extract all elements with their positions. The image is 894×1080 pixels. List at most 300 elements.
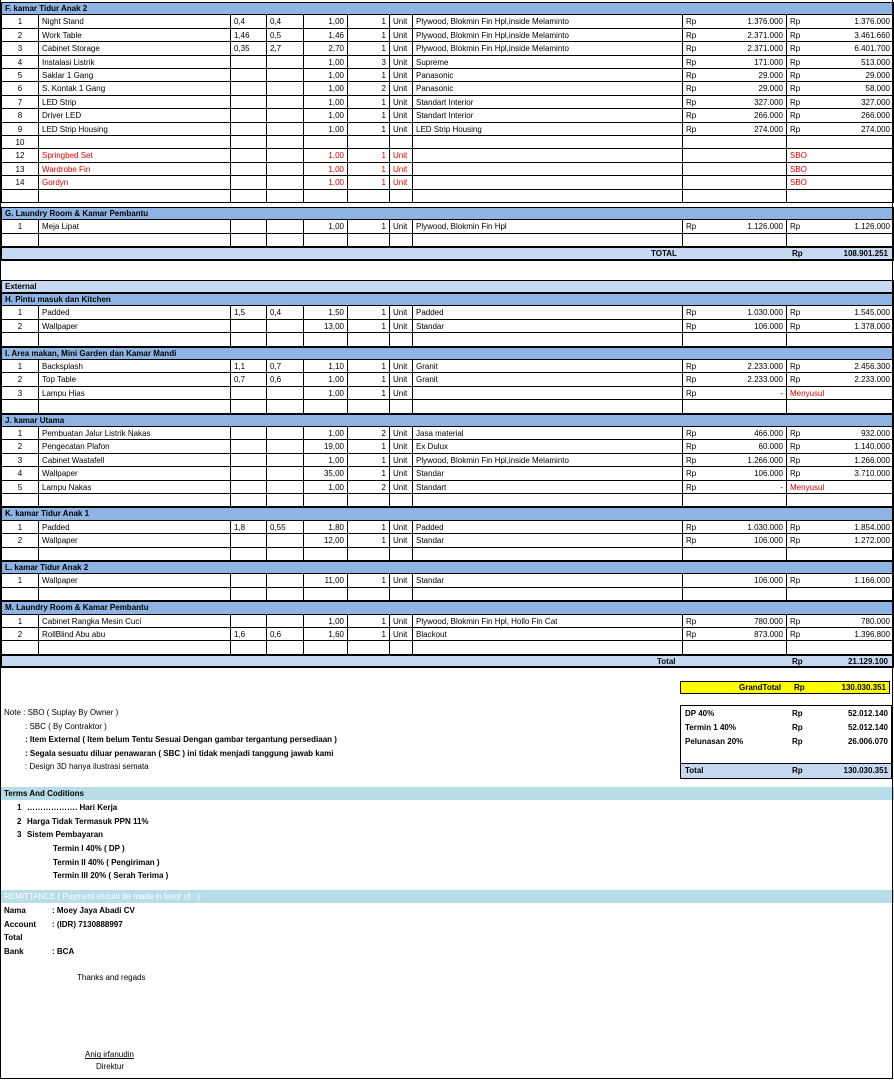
cell-qty: 1 — [348, 387, 390, 400]
cell-item: Wardrobe Fin — [39, 163, 231, 176]
cell-unit — [390, 494, 413, 507]
cell-material: Panasonic — [413, 69, 683, 82]
cell-total — [807, 176, 894, 189]
cell-item: Wallpaper — [39, 320, 231, 333]
cell-rp2: Rp — [787, 574, 807, 587]
table-row — [0, 427, 894, 440]
cell-item: Wallpaper — [39, 467, 231, 480]
grand-total-box — [680, 681, 890, 694]
cell-p — [231, 333, 267, 346]
table-row — [0, 373, 894, 386]
term-text: Harga Tidak Termasuk PPN 11% — [27, 816, 149, 826]
cell-item: Cabinet Wastafell — [39, 454, 231, 467]
cell-item — [39, 400, 231, 413]
cell-vol: 1,00 — [304, 15, 348, 28]
term-number: 3 — [17, 830, 22, 840]
cell-item: Cabinet Storage — [39, 42, 231, 55]
cell-no: 5 — [1, 481, 39, 494]
cell-price — [703, 136, 787, 149]
cell-rp2: Rp — [787, 15, 807, 28]
cell-item — [39, 548, 231, 561]
cell-rp2: Rp — [787, 56, 807, 69]
cell-rp1: Rp — [683, 534, 703, 547]
total-bar — [1, 655, 894, 668]
cell-rp1: Rp — [683, 440, 703, 453]
cell-price: 29.000 — [703, 69, 787, 82]
cell-no: 1 — [1, 574, 39, 587]
cell-total: 327.000 — [807, 96, 894, 109]
cell-p — [231, 136, 267, 149]
cell-rp1: Rp — [683, 220, 703, 233]
cell-p — [231, 387, 267, 400]
cell-item — [39, 588, 231, 601]
cell-no: 1 — [1, 15, 39, 28]
remit-value: : (IDR) 7130888997 — [52, 919, 123, 929]
cell-price: 466.000 — [703, 427, 787, 440]
cell-qty: 1 — [348, 615, 390, 628]
cell-l — [267, 400, 304, 413]
cell-material — [413, 400, 683, 413]
payment-label: Pelunasan 20% — [685, 737, 744, 747]
cell-price: 873.000 — [703, 628, 787, 641]
signer-name: Aniq irfanudin — [85, 1050, 134, 1060]
cell-l — [267, 82, 304, 95]
cell-unit: Unit — [390, 96, 413, 109]
cell-l — [267, 96, 304, 109]
cell-l — [267, 574, 304, 587]
note-line: : Design 3D hanya ilustrasi semata — [25, 762, 149, 772]
cell-l — [267, 149, 304, 162]
cell-unit: Unit — [390, 440, 413, 453]
cell-rp1 — [683, 574, 703, 587]
cell-unit: Unit — [390, 387, 413, 400]
cell-p — [231, 109, 267, 122]
cell-l: 0,4 — [267, 15, 304, 28]
cell-material: Plywood, Blokmin Fin Hpl,inside Melaminto — [413, 454, 683, 467]
cell-p: 1,46 — [231, 29, 267, 42]
cell-item: Cabinet Rangka Mesin Cuci — [39, 615, 231, 628]
table-row — [0, 588, 894, 601]
cell-qty: 1 — [348, 454, 390, 467]
cell-total — [807, 588, 894, 601]
table-row — [0, 454, 894, 467]
grand-rp: Rp — [794, 683, 805, 693]
cell-vol: 1,00 — [304, 481, 348, 494]
term-number: 1 — [17, 803, 22, 813]
cell-material — [413, 588, 683, 601]
cell-price — [703, 494, 787, 507]
cell-item: Gordyn — [39, 176, 231, 189]
cell-price: 2.233.000 — [703, 360, 787, 373]
cell-material: Standart Interior — [413, 109, 683, 122]
cell-total: 1.854.000 — [807, 521, 894, 534]
cell-qty — [348, 234, 390, 247]
cell-no — [1, 588, 39, 601]
cell-vol: 1,46 — [304, 29, 348, 42]
cell-item: Work Table — [39, 29, 231, 42]
cell-unit: Unit — [390, 320, 413, 333]
section-header: H. Pintu masuk dan Kitchen — [1, 293, 894, 306]
cell-qty: 1 — [348, 521, 390, 534]
total-label: Total — [657, 656, 676, 666]
cell-total — [807, 149, 894, 162]
cell-item: Pengecatan Plafon — [39, 440, 231, 453]
cell-p: 0,4 — [231, 15, 267, 28]
cell-vol: 1,00 — [304, 56, 348, 69]
cell-total: 1.126.000 — [807, 220, 894, 233]
table-row — [0, 123, 894, 136]
section-header: M. Laundry Room & Kamar Pembantu — [1, 601, 894, 614]
cell-l — [267, 176, 304, 189]
cell-total: 6.401.700 — [807, 42, 894, 55]
cell-price: 1.376.000 — [703, 15, 787, 28]
cell-rp1: Rp — [683, 481, 703, 494]
cell-item: Top Table — [39, 373, 231, 386]
cell-total: 780.000 — [807, 615, 894, 628]
cell-rp2: Rp — [787, 123, 807, 136]
cell-item: Pembuatan Jalur Listrik Nakas — [39, 427, 231, 440]
cell-vol: 1,00 — [304, 69, 348, 82]
cell-price: 106.000 — [703, 467, 787, 480]
cell-qty — [348, 400, 390, 413]
cell-rp1 — [683, 641, 703, 654]
section-header: F. kamar Tidur Anak 2 — [1, 2, 894, 15]
cell-total — [807, 234, 894, 247]
cell-l — [267, 387, 304, 400]
table-row — [0, 360, 894, 373]
cell-l: 2,7 — [267, 42, 304, 55]
cell-qty: 1 — [348, 29, 390, 42]
cell-l: 0,6 — [267, 373, 304, 386]
cell-p: 0,7 — [231, 373, 267, 386]
cell-no: 1 — [1, 521, 39, 534]
cell-qty: 2 — [348, 481, 390, 494]
cell-unit: Unit — [390, 15, 413, 28]
cell-qty: 1 — [348, 96, 390, 109]
cell-rp1: Rp — [683, 320, 703, 333]
cell-qty: 1 — [348, 440, 390, 453]
section-header: I. Area makan, Mini Garden dan Kamar Mandi — [1, 347, 894, 360]
cell-total — [807, 333, 894, 346]
cell-unit — [390, 333, 413, 346]
table-row — [0, 481, 894, 494]
cell-l — [267, 467, 304, 480]
cell-vol: 1,00 — [304, 387, 348, 400]
cell-p — [231, 220, 267, 233]
cell-item — [39, 494, 231, 507]
cell-rp2 — [787, 494, 807, 507]
cell-vol: 1,00 — [304, 220, 348, 233]
cell-qty: 1 — [348, 467, 390, 480]
cell-rp2 — [787, 641, 807, 654]
table-row — [0, 574, 894, 587]
cell-material — [413, 176, 683, 189]
cell-qty: 1 — [348, 306, 390, 319]
cell-rp2: Menyusul — [787, 387, 807, 400]
cell-total — [807, 190, 894, 203]
cell-price — [703, 400, 787, 413]
cell-item: Lampu Hias — [39, 387, 231, 400]
term-text: Termin I 40% ( DP ) — [53, 844, 125, 853]
cell-l — [267, 109, 304, 122]
cell-p — [231, 123, 267, 136]
cell-rp1: Rp — [683, 427, 703, 440]
cell-l — [267, 427, 304, 440]
cell-p — [231, 427, 267, 440]
cell-item: Lampu Nakas — [39, 481, 231, 494]
cell-rp2: Rp — [787, 96, 807, 109]
cell-no: 2 — [1, 628, 39, 641]
payment-box — [680, 705, 892, 779]
cell-no: 1 — [1, 360, 39, 373]
cell-p — [231, 641, 267, 654]
cell-rp2: Rp — [787, 42, 807, 55]
cell-l — [267, 320, 304, 333]
cell-qty: 2 — [348, 82, 390, 95]
cell-qty: 1 — [348, 320, 390, 333]
remit-value: : BCA — [52, 947, 75, 956]
cell-rp2 — [787, 136, 807, 149]
cell-unit: Unit — [390, 467, 413, 480]
cell-no — [1, 494, 39, 507]
cell-price: 2.233.000 — [703, 373, 787, 386]
cell-item: S. Kontak 1 Gang — [39, 82, 231, 95]
payment-value: 26.006.070 — [847, 737, 888, 747]
cell-p: 1,6 — [231, 628, 267, 641]
cell-price: 171.000 — [703, 56, 787, 69]
cell-vol: 1,50 — [304, 306, 348, 319]
external-label: External — [1, 280, 894, 293]
remit-label: Total — [4, 933, 23, 943]
cell-rp1: Rp — [683, 82, 703, 95]
cell-rp1: Rp — [683, 56, 703, 69]
cell-rp2: Rp — [787, 69, 807, 82]
cell-p — [231, 467, 267, 480]
cell-no: 7 — [1, 96, 39, 109]
cell-p — [231, 163, 267, 176]
table-row — [0, 320, 894, 333]
cell-rp2: Menyusul — [787, 481, 807, 494]
cell-vol — [304, 136, 348, 149]
cell-no: 6 — [1, 82, 39, 95]
cell-l — [267, 481, 304, 494]
cell-rp1: Rp — [683, 29, 703, 42]
cell-qty: 1 — [348, 373, 390, 386]
table-row — [0, 190, 894, 203]
cell-price — [703, 163, 787, 176]
remit-label: Account — [4, 919, 36, 929]
term-text: Termin II 40% ( Pengiriman ) — [53, 857, 160, 867]
table-row — [0, 628, 894, 641]
table-row — [0, 548, 894, 561]
cell-total — [807, 163, 894, 176]
cell-l — [267, 588, 304, 601]
table-row — [0, 494, 894, 507]
remittance-title: REMITTANCE ( Payment should be made in favor of : ) — [1, 890, 894, 903]
cell-material: Standar — [413, 320, 683, 333]
cell-item: RollBlind Abu abu — [39, 628, 231, 641]
cell-material: Plywood, Blokmin Fin Hpl,inside Melaminto — [413, 15, 683, 28]
cell-qty: 1 — [348, 69, 390, 82]
cell-price: - — [703, 481, 787, 494]
cell-qty: 3 — [348, 56, 390, 69]
cell-l: 0,55 — [267, 521, 304, 534]
remit-label: Bank — [4, 947, 24, 956]
cell-total — [807, 548, 894, 561]
cell-l: 0,6 — [267, 628, 304, 641]
cell-item: LED Strip — [39, 96, 231, 109]
cell-price: 780.000 — [703, 615, 787, 628]
cell-price: 2.371.000 — [703, 29, 787, 42]
payment-total-rp: Rp — [792, 766, 803, 776]
term-text: ………………. Hari Kerja — [27, 803, 118, 813]
cell-vol: 1,10 — [304, 360, 348, 373]
total-label: TOTAL — [651, 249, 677, 259]
cell-price: 60.000 — [703, 440, 787, 453]
cell-item: Springbed Set — [39, 149, 231, 162]
cell-rp2: Rp — [787, 220, 807, 233]
cell-vol: 1,60 — [304, 628, 348, 641]
table-row — [0, 56, 894, 69]
cell-total: 3.461.660 — [807, 29, 894, 42]
cell-material: Plywood, Blokmin Fin Hpl,inside Melaminto — [413, 42, 683, 55]
cell-qty — [348, 641, 390, 654]
payment-row — [681, 737, 891, 750]
table-row — [0, 163, 894, 176]
cell-rp2 — [787, 400, 807, 413]
cell-rp1 — [683, 548, 703, 561]
cell-rp1 — [683, 149, 703, 162]
cell-material — [413, 548, 683, 561]
cell-rp2: SBO — [787, 176, 807, 189]
table-row — [0, 234, 894, 247]
cell-rp2: Rp — [787, 440, 807, 453]
cell-total: 1.266.000 — [807, 454, 894, 467]
cell-material — [413, 387, 683, 400]
cell-total: 2.233.000 — [807, 373, 894, 386]
cell-price: 1.030.000 — [703, 306, 787, 319]
table-row — [0, 42, 894, 55]
cell-material: Padded — [413, 521, 683, 534]
cell-price: 106.000 — [703, 574, 787, 587]
cell-rp2 — [787, 190, 807, 203]
cell-p — [231, 56, 267, 69]
cell-p — [231, 615, 267, 628]
cell-rp2: Rp — [787, 615, 807, 628]
cell-l: 0,5 — [267, 29, 304, 42]
cell-no: 2 — [1, 440, 39, 453]
table-row — [0, 29, 894, 42]
cell-no: 12 — [1, 149, 39, 162]
cell-rp2: Rp — [787, 306, 807, 319]
cell-vol: 1,00 — [304, 123, 348, 136]
cell-rp1: Rp — [683, 467, 703, 480]
cell-rp2: SBO — [787, 163, 807, 176]
table-row — [0, 440, 894, 453]
table-row — [0, 69, 894, 82]
cell-qty: 1 — [348, 220, 390, 233]
cell-p — [231, 481, 267, 494]
cell-item — [39, 136, 231, 149]
cell-p — [231, 574, 267, 587]
cell-total: 1.378.000 — [807, 320, 894, 333]
cell-material: LED Strip Housing — [413, 123, 683, 136]
table-row — [0, 96, 894, 109]
table-row — [0, 521, 894, 534]
cell-material: Blackout — [413, 628, 683, 641]
cell-material: Granit — [413, 360, 683, 373]
cell-qty — [348, 548, 390, 561]
cell-no: 14 — [1, 176, 39, 189]
cell-no: 3 — [1, 387, 39, 400]
cell-p — [231, 234, 267, 247]
cell-material: Standart Interior — [413, 96, 683, 109]
cell-unit: Unit — [390, 82, 413, 95]
cell-item: Padded — [39, 521, 231, 534]
cell-item: Padded — [39, 306, 231, 319]
cell-no: 1 — [1, 615, 39, 628]
payment-value: 52.012.140 — [847, 709, 888, 719]
cell-p — [231, 176, 267, 189]
cell-qty — [348, 190, 390, 203]
cell-no: 1 — [1, 306, 39, 319]
cell-rp1 — [683, 234, 703, 247]
cell-l — [267, 440, 304, 453]
total-rp: Rp — [792, 249, 803, 259]
cell-vol — [304, 333, 348, 346]
cell-vol — [304, 588, 348, 601]
cell-l — [267, 548, 304, 561]
grand-value: 130.030.351 — [841, 683, 886, 693]
cell-l — [267, 641, 304, 654]
cell-material — [413, 136, 683, 149]
cell-l — [267, 56, 304, 69]
cell-price — [703, 641, 787, 654]
cell-material: Plywood, Blokmin Fin Hpl,inside Melaminto — [413, 29, 683, 42]
cell-total — [807, 400, 894, 413]
cell-total — [807, 641, 894, 654]
table-row — [0, 641, 894, 654]
cell-unit — [390, 234, 413, 247]
section-header: K. kamar Tidur Anak 1 — [1, 507, 894, 520]
payment-label: Termin 1 40% — [685, 723, 736, 733]
cell-qty — [348, 494, 390, 507]
remit-label: Nama — [4, 906, 26, 916]
cell-qty: 2 — [348, 427, 390, 440]
table-row — [0, 136, 894, 149]
cell-item: Driver LED — [39, 109, 231, 122]
payment-rp: Rp — [792, 723, 803, 733]
cell-rp2: SBO — [787, 149, 807, 162]
cell-qty — [348, 333, 390, 346]
cell-l — [267, 163, 304, 176]
cell-price — [703, 333, 787, 346]
cell-rp1 — [683, 588, 703, 601]
cell-total: 1.140.000 — [807, 440, 894, 453]
cell-total: 274.000 — [807, 123, 894, 136]
cell-rp1 — [683, 494, 703, 507]
cell-no: 8 — [1, 109, 39, 122]
cell-price — [703, 149, 787, 162]
cell-material — [413, 333, 683, 346]
cell-item: Wallpaper — [39, 534, 231, 547]
cell-price: 106.000 — [703, 320, 787, 333]
cell-vol — [304, 400, 348, 413]
signer-title: Direktur — [96, 1062, 125, 1072]
cell-total: 1.376.000 — [807, 15, 894, 28]
cell-vol: 1,00 — [304, 373, 348, 386]
cell-total: 266.000 — [807, 109, 894, 122]
